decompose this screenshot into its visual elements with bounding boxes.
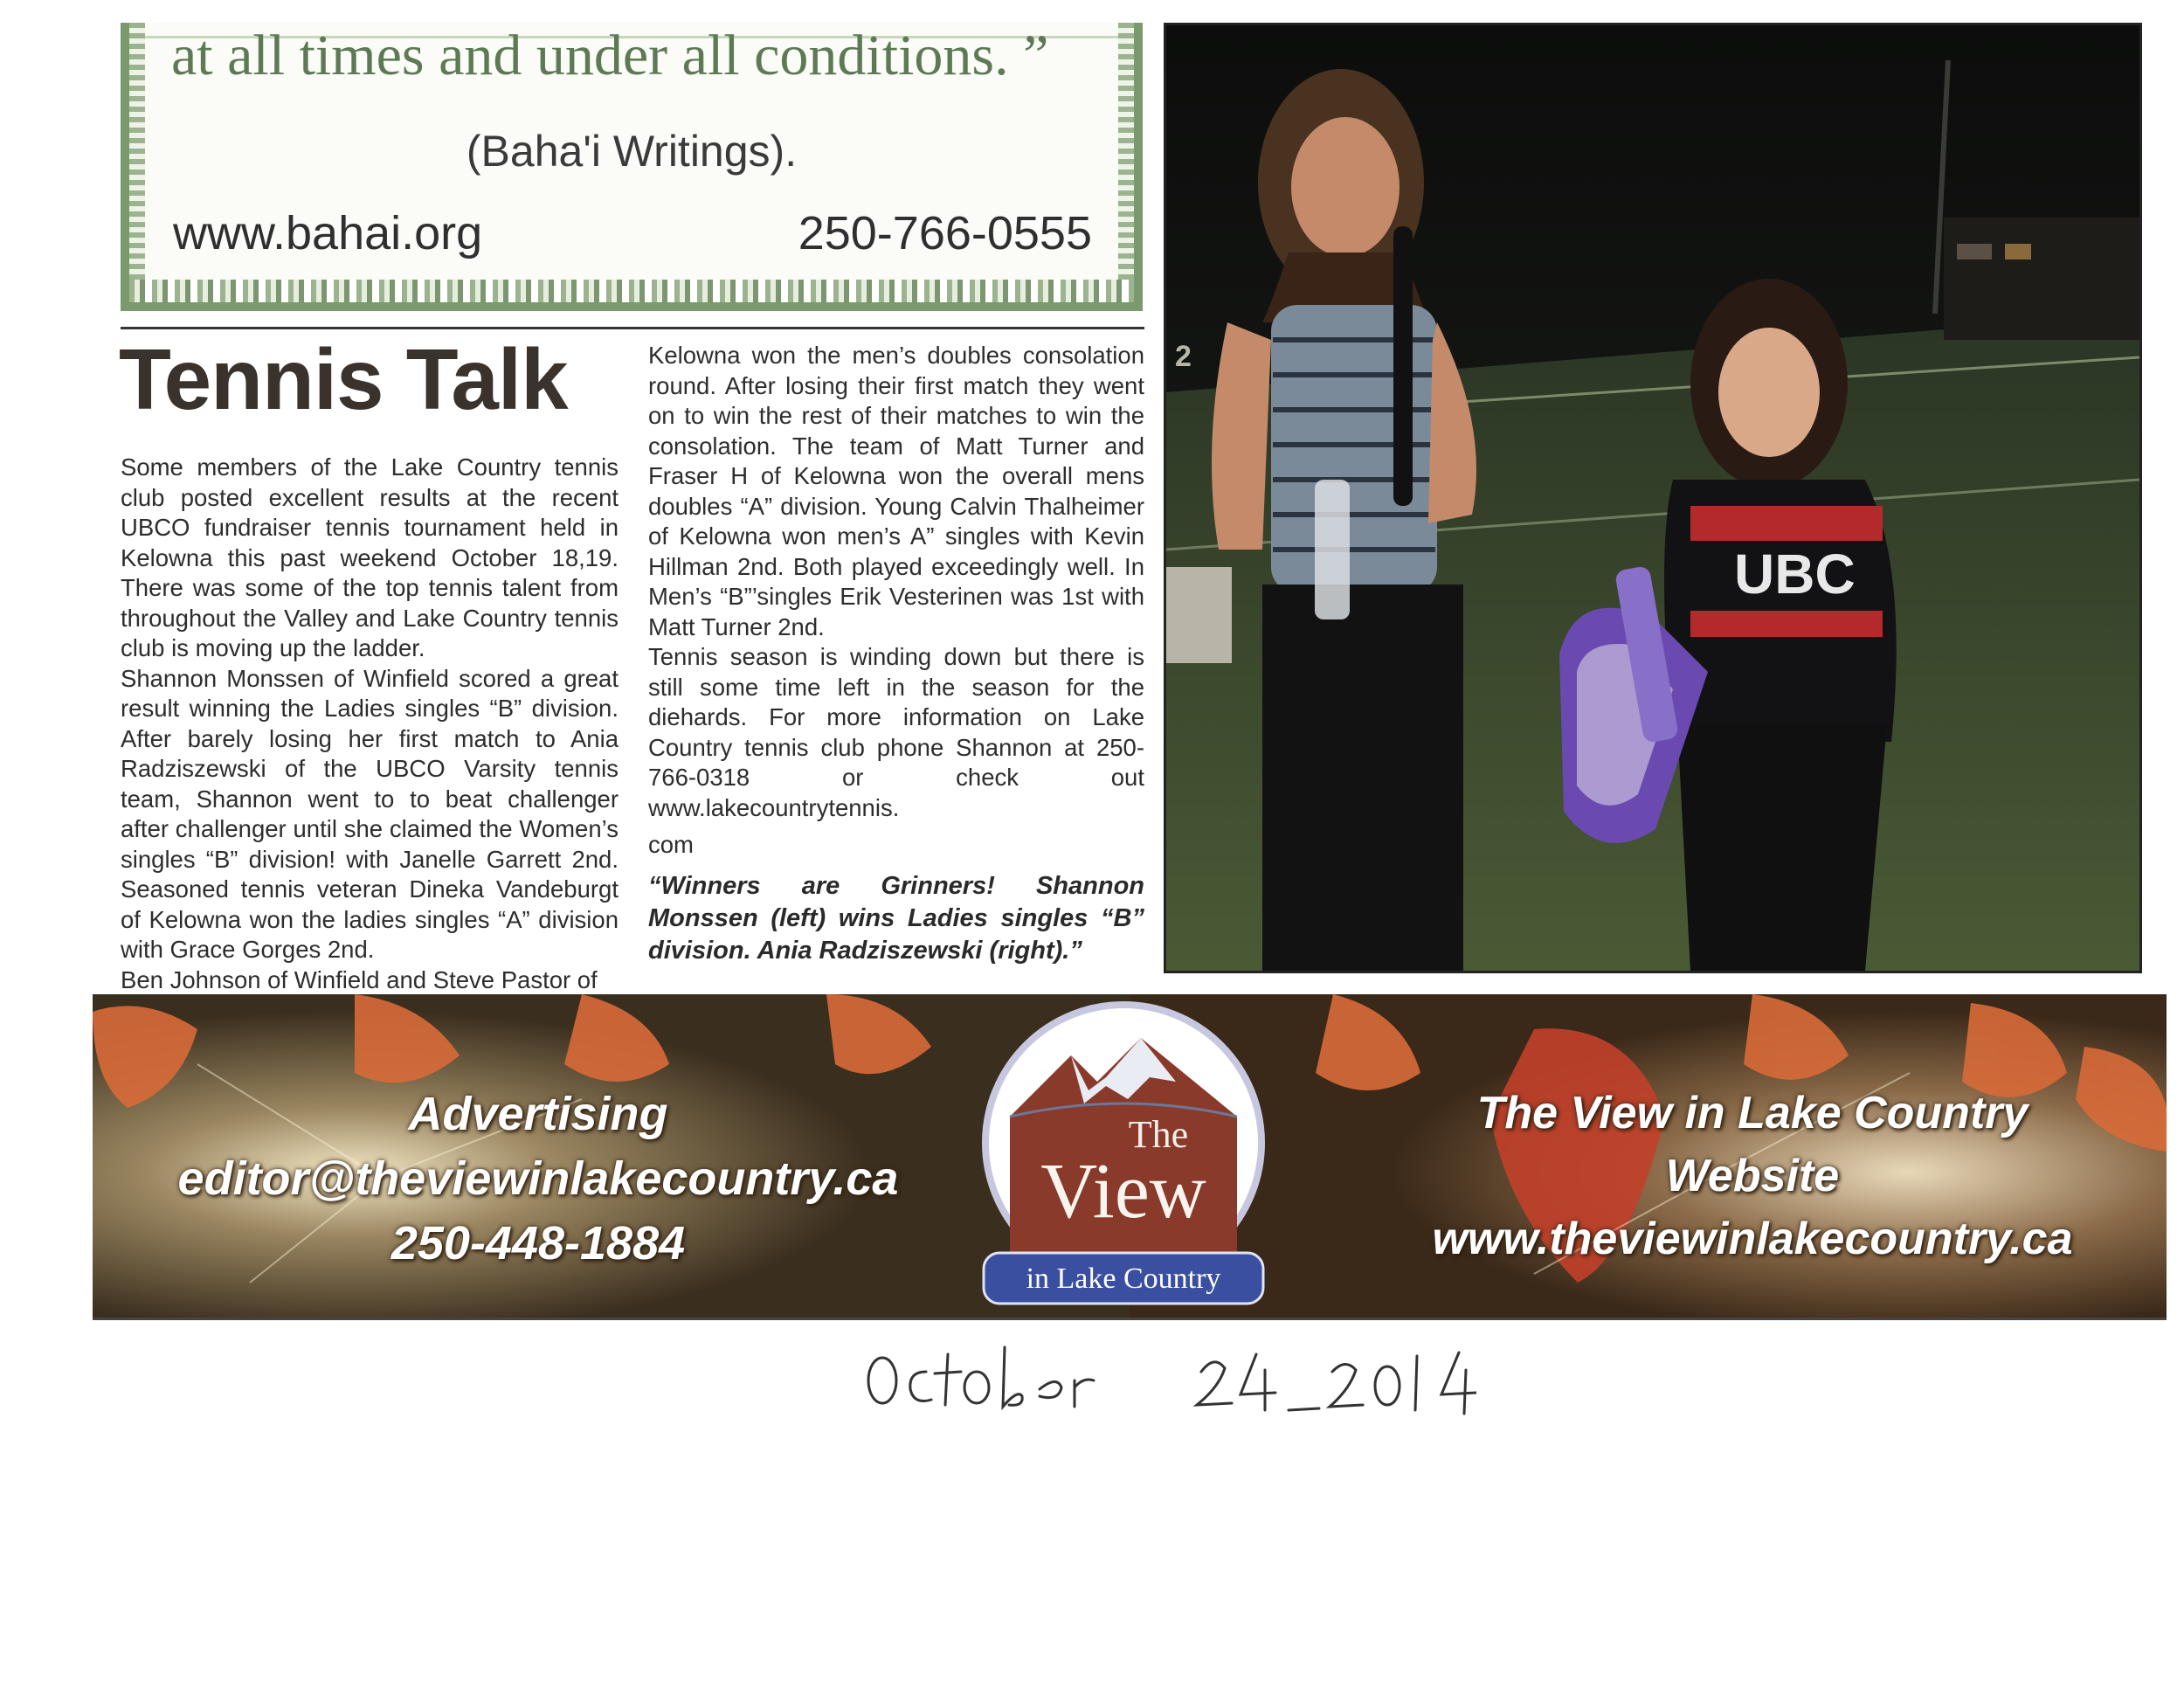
advertising-email[interactable]: editor@theviewinlakecountry.ca <box>177 1152 899 1205</box>
logo-the-text: The <box>1128 1113 1189 1156</box>
bahai-advertisement <box>121 23 1143 311</box>
svg-text:UBC: UBC <box>1734 543 1856 605</box>
advertising-contact-block <box>145 1082 931 1276</box>
bahai-url: www.bahai.org <box>173 207 483 259</box>
col2-paragraph-2: Tennis season is winding down but there is still some time left in the season for the diehards. For more information on Lake Country tennis club phone Shannon at 250-766-0318 or check out www.lakecountrytennis. <box>648 643 1144 821</box>
handwritten-date-signature <box>865 1337 1476 1415</box>
the-view-banner-ad <box>93 994 2167 1320</box>
the-view-logo <box>975 994 1272 1309</box>
article-top-rule <box>121 327 1144 329</box>
col2-paragraph-1: Kelowna won the men’s doubles consolation round. After losing their first match they went on to win the rest of their matches to win the consolation. The team of Matt Turner and Fraser H of Kelowna won the overall mens doubles “A” division. Young Calvin Thalheimer of Kelowna won men’s A” singles with Kevin Hillman 2nd. Both played exceedingly well. In Men’s “B”’singles Erik Vesterinen was 1st with Matt Turner 2nd. <box>648 342 1144 640</box>
article-column-1 <box>121 453 619 995</box>
article-headline: Tennis Talk <box>119 331 568 427</box>
site-label: Website <box>1665 1151 1840 1201</box>
col1-paragraph-2: Shannon Monssen of Winfield scored a great result winning the Ladies singles “B” division. After barely losing her first match to Ania Radziszewski of the UBCO Varsity tennis team, Shannon went to to beat challenger after challenger until she claimed the Women’s singles “B” division! with Janelle Garrett 2nd. Seasoned tennis veteran Dineka Vandeburgt of Kelowna won the ladies singles “A” division with Grace Gorges 2nd. <box>121 664 619 963</box>
bahai-attribution: (Baha'i Writings). <box>466 127 798 176</box>
photo-illustration <box>1166 25 2139 971</box>
logo-view-text: View <box>1040 1148 1206 1235</box>
bahai-phone: 250-766-0555 <box>798 207 1092 259</box>
bahai-quote-line: at all times and under all conditions. ” <box>171 24 1049 87</box>
col1-paragraph-1: Some members of the Lake Country tennis club posted excellent results at the recent UBCO fundraiser tennis tournament held in Kelowna this past weekend October 18,19. There was some of the top tennis talent from throughout the Valley and Lake Country tennis club is moving up the ladder. <box>121 453 619 661</box>
logo-location-text: in Lake Country <box>1026 1263 1221 1295</box>
site-title: The View in Lake Country <box>1476 1088 2028 1138</box>
col2-paragraph-3: com <box>648 831 694 858</box>
advertising-label: Advertising <box>408 1088 668 1140</box>
svg-text:2: 2 <box>1175 340 1192 373</box>
site-url[interactable]: www.theviewinlakecountry.ca <box>1432 1214 2073 1264</box>
article-column-2 <box>648 341 1144 861</box>
col1-paragraph-3: Ben Johnson of Winfield and Steve Pastor of <box>121 965 598 993</box>
tennis-winners-photo <box>1164 23 2142 973</box>
photo-caption: “Winners are Grinners! Shannon Monssen (left) wins Ladies singles “B” division. Ania Radziszewski (right).” <box>648 872 1144 965</box>
ornamental-border-bottom <box>129 280 1134 302</box>
website-block <box>1368 1082 2137 1270</box>
advertising-phone: 250-448-1884 <box>390 1217 686 1269</box>
